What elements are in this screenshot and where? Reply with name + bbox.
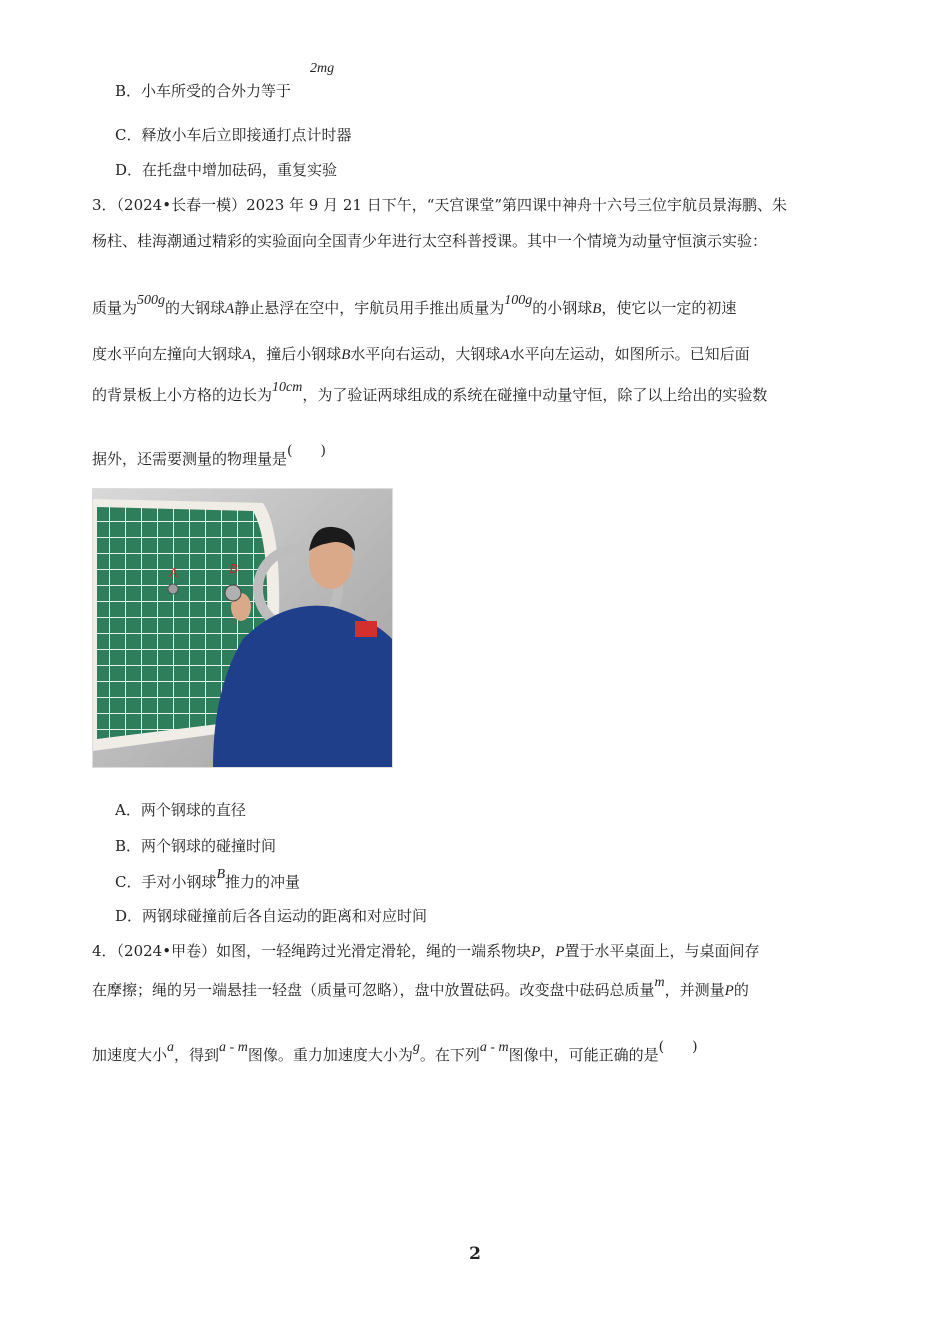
text: 。在下列 [419,1046,480,1064]
page-number: 2 [469,1244,481,1264]
var-A: A [225,301,235,317]
text: ，撞后小钢球 [251,345,342,363]
mass-small: 100g [504,293,533,308]
mass-big: 500g [137,293,166,308]
experiment-photo [92,488,393,768]
text: 据外，还需要测量的物理量是 [92,450,288,468]
text: ，使它以一定的初速 [601,299,737,317]
text: 水平向左运动，如图所示。已知后面 [509,345,750,363]
text: ，为了验证两球组成的系统在碰撞中动量守恒，除了以上给出的实验数 [302,386,768,404]
text: 4．（2024•甲卷）如图，一轻绳跨过光滑定滑轮，绳的一端系物块 [92,942,532,960]
text: 水平向右运动，大钢球 [350,345,501,363]
fraction-numerator: 2mg [310,61,335,76]
text: 静止悬浮在空中，宇航员用手推出质量为 [234,299,505,317]
text: ，并测量 [664,981,725,999]
var-A: A [500,347,510,363]
q3-line-3 [92,293,737,318]
text: 置于水平桌面上，与桌面间存 [564,942,760,960]
var-B: B [341,347,351,363]
q2-option-c: C．释放小车后立即接通打点计时器 [115,126,352,144]
q2-option-b: B．小车所受的合外力等于 [115,82,292,100]
ball-a-label: A [169,566,178,581]
text: 度水平向左撞向大钢球 [92,345,243,363]
q3-line-4 [92,343,750,364]
text: 的 [733,981,749,999]
text: 推力的冲量 [225,873,301,891]
q3-line-5 [92,380,768,405]
text: 在摩擦；绳的另一端悬挂一轻盘（质量可忽略），盘中放置砝码。改变盘中砝码总质量 [92,981,655,999]
text: C．手对小钢球 [115,873,217,891]
q3-line-2: 杨柱、桂海潮通过精彩的实验面向全国青少年进行太空科普授课。其中一个情境为动量守恒演示实验： [92,232,768,250]
q2-option-d: D．在托盘中增加砝码，重复实验 [115,161,338,179]
q4-line-1 [92,940,759,961]
text: ， [540,942,556,960]
text: 加速度大小 [92,1046,168,1064]
text: 的大钢球 [165,299,226,317]
var-m: m [654,975,665,990]
q3-option-c [115,867,301,892]
text: ，得到 [174,1046,220,1064]
text: 图像中，可能正确的是 [508,1046,659,1064]
var-a: a [167,1040,175,1055]
grid-length: 10cm [272,380,303,395]
text: 的背景板上小方格的边长为 [92,386,273,404]
answer-paren: ( ) [287,443,326,459]
var-P: P [531,944,541,960]
var-P: P [555,944,565,960]
q3-option-d: D．两钢球碰撞前后各自运动的距离和对应时间 [115,907,428,925]
q4-line-2 [92,975,749,1000]
expr-a-m: a - m [219,1040,248,1055]
var-B: B [592,301,602,317]
text: 质量为 [92,299,138,317]
answer-paren: ( ) [658,1039,698,1055]
var-A: A [242,347,252,363]
var-P: P [724,983,734,999]
expr-a-m: a - m [479,1040,509,1055]
text: 图像。重力加速度大小为 [247,1046,413,1064]
ball-b-label: B [229,562,238,577]
q3-option-b: B．两个钢球的碰撞时间 [115,837,277,855]
q3-option-a: A．两个钢球的直径 [115,801,246,819]
var-g: g [412,1040,420,1055]
q4-line-3 [92,1039,698,1065]
text: 的小钢球 [532,299,593,317]
q3-line-1: 3．（2024•长春一模）2023 年 9 月 21 日下午，“天宫课堂”第四课中神舟十六号三位宇航员景海鹏、朱 [92,196,788,214]
q3-line-6 [92,443,326,469]
var-B: B [216,867,226,882]
